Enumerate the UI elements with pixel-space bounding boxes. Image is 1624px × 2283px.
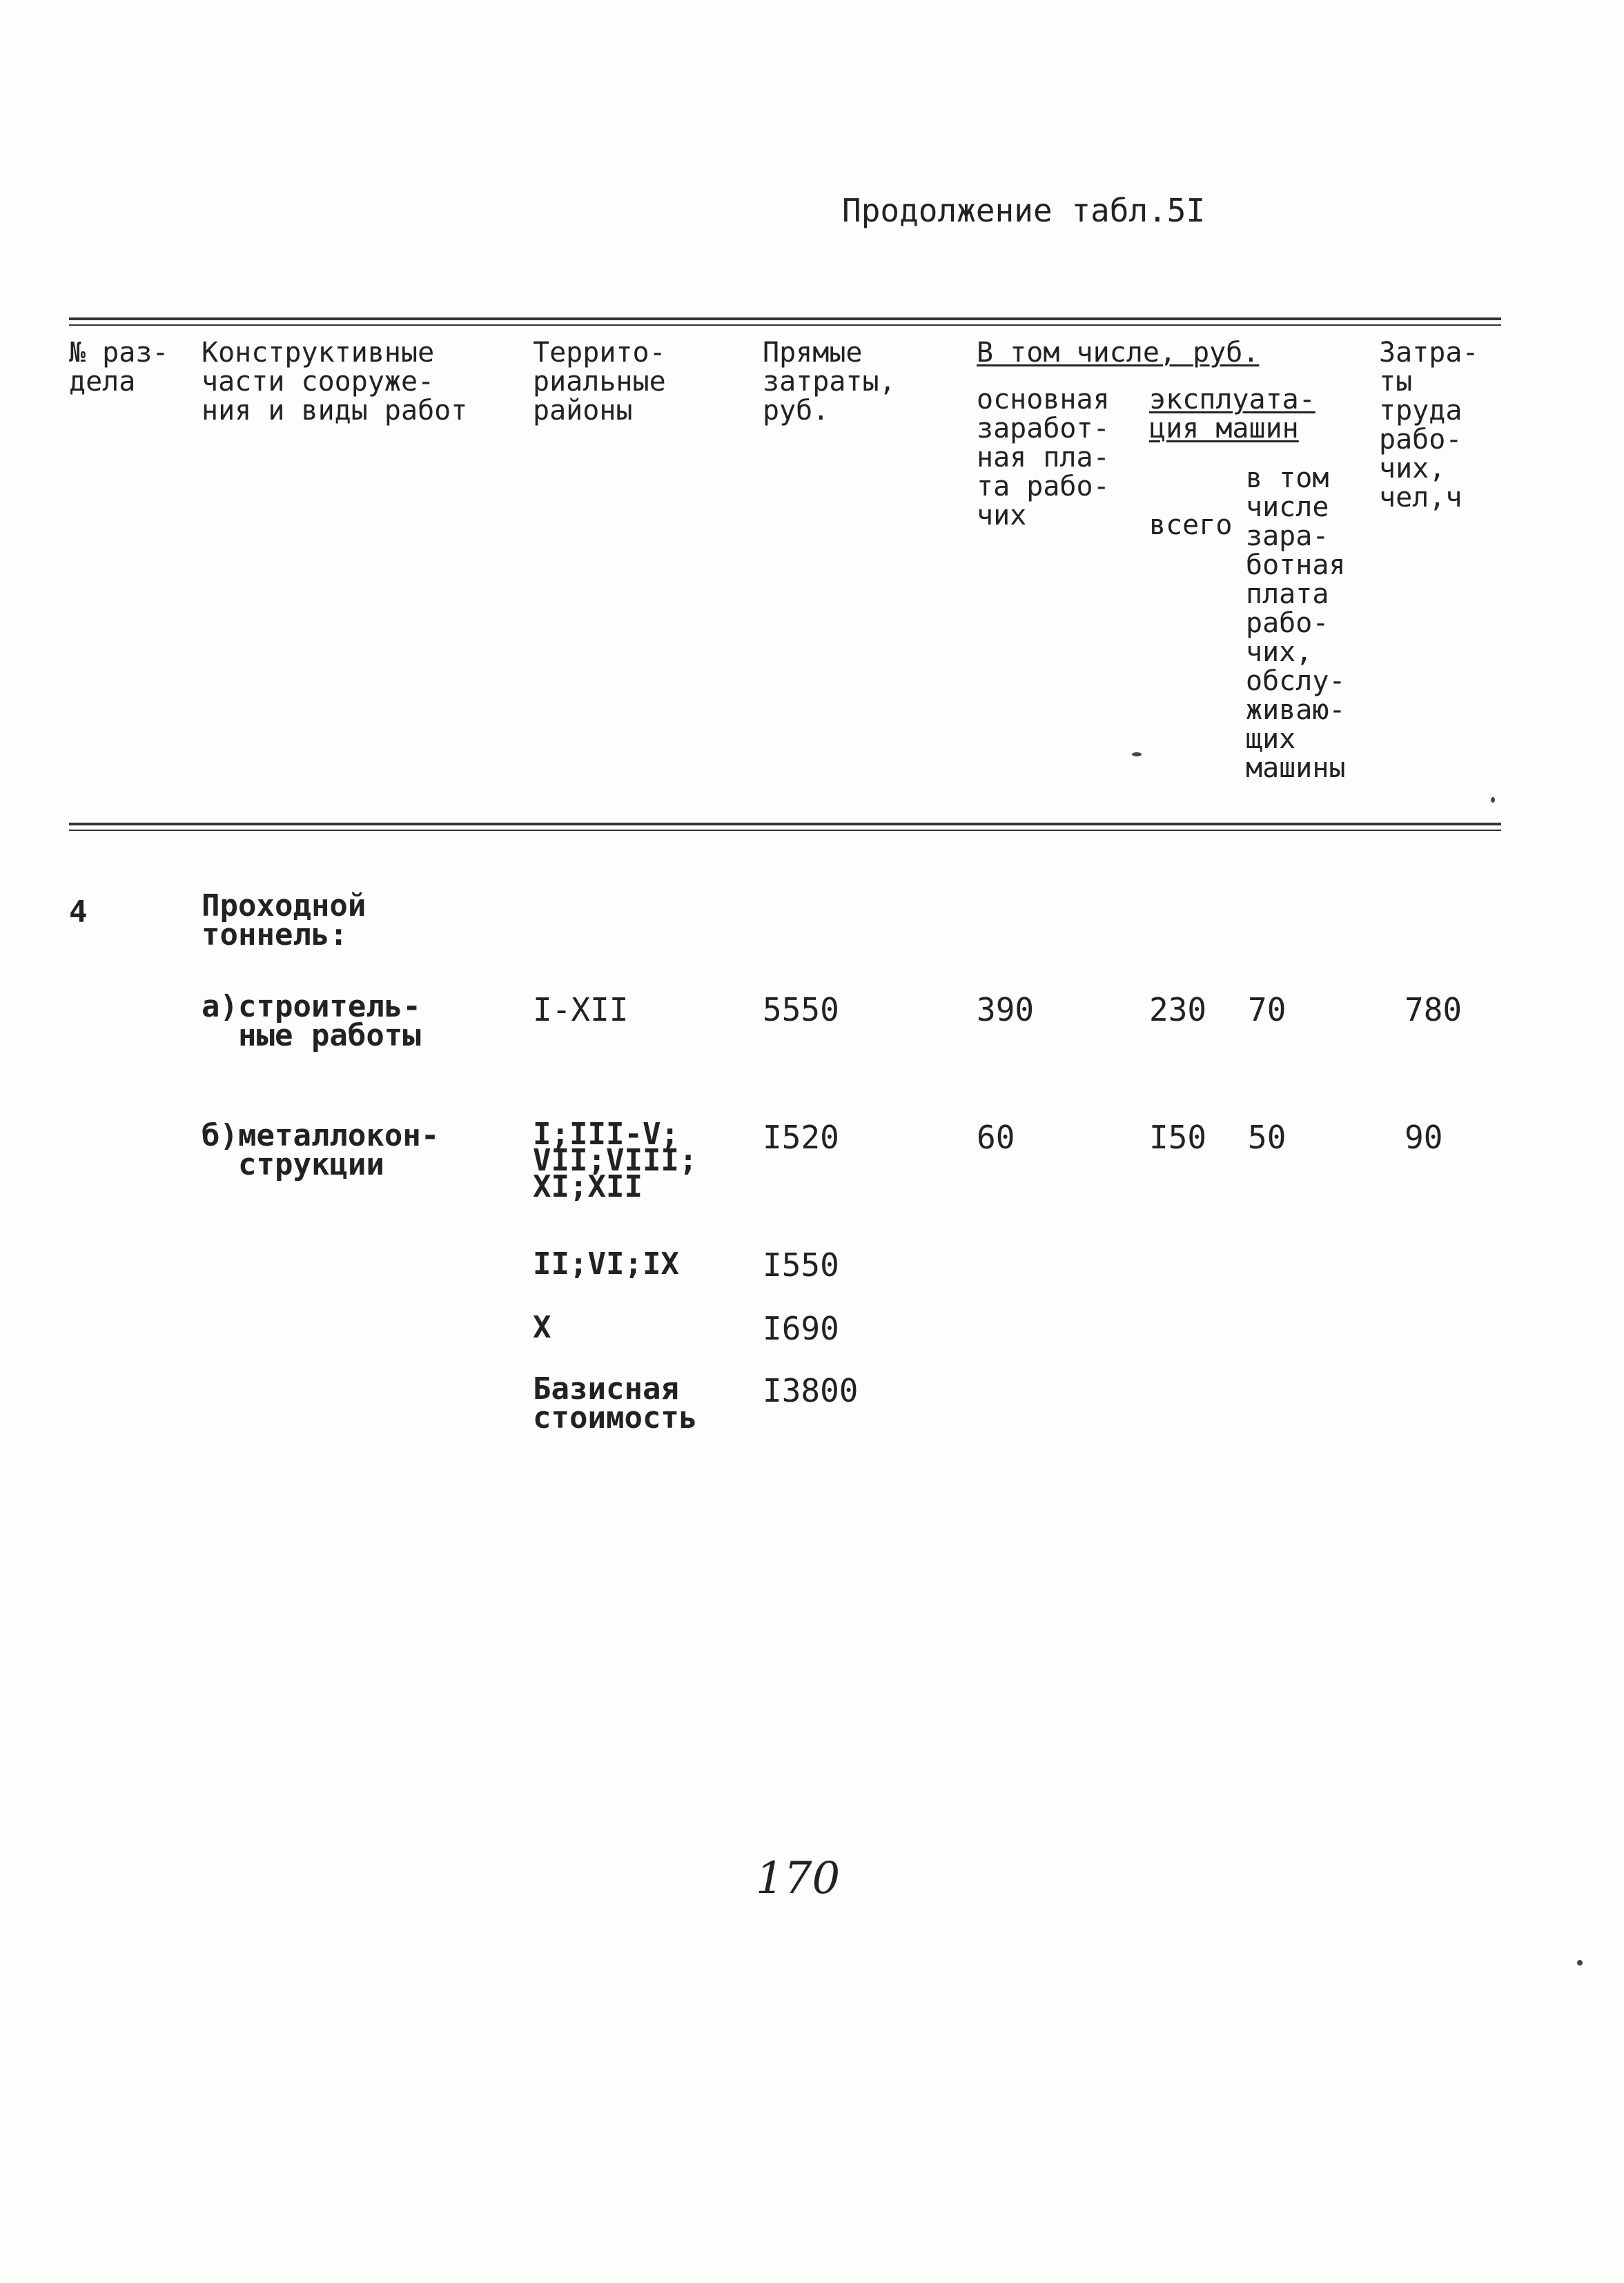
section-title: Проходной тоннель: (202, 888, 366, 952)
table-top-rule-2 (69, 324, 1501, 326)
row-region: Базисная стоимость (533, 1371, 698, 1436)
row-machines-wage: 70 (1248, 991, 1287, 1028)
scan-speck (1577, 1960, 1583, 1966)
row-direct-costs: I550 (763, 1246, 839, 1284)
row-direct-costs: I3800 (763, 1372, 859, 1409)
row-labor: 90 (1405, 1119, 1443, 1156)
header-bottom-rule (69, 823, 1501, 825)
header-bottom-rule-2 (69, 830, 1501, 831)
scan-speck (1132, 752, 1142, 756)
row-labor: 780 (1405, 991, 1462, 1028)
scan-speck (1491, 797, 1495, 803)
col-header-incl-group: В том числе, руб. (977, 337, 1260, 369)
row-region: I-XII (533, 991, 629, 1028)
table-top-rule (69, 317, 1501, 320)
row-direct-costs: 5550 (763, 991, 839, 1028)
row-region: II;VI;IX (533, 1246, 679, 1282)
row-part: б)металлокон- струкции (202, 1118, 440, 1182)
col-header-labor: Затра- ты труда рабо- чих, чел,ч (1379, 337, 1479, 513)
col-header-section-no: № раз- дела (69, 337, 169, 398)
row-direct-costs: I690 (763, 1310, 839, 1347)
page-number: 170 (756, 1853, 841, 1904)
section-number: 4 (69, 894, 88, 930)
page-title: Продолжение табл.5I (842, 192, 1206, 229)
row-machines-total: 230 (1149, 991, 1207, 1028)
col-header-base-wage: основная заработ- ная пла- та рабо- чих (977, 384, 1110, 531)
row-machines-wage: 50 (1248, 1119, 1287, 1156)
col-header-regions: Террито- риальные районы (533, 337, 666, 427)
row-direct-costs: I520 (763, 1119, 839, 1156)
col-header-direct-costs: Прямые затраты, руб. (763, 337, 896, 427)
col-header-machines-group: эксплуата- ция машин (1149, 384, 1315, 444)
row-base-wage: 60 (977, 1119, 1015, 1156)
row-machines-total: I50 (1149, 1119, 1207, 1156)
col-header-parts: Конструктивные части сооруже- ния и виды работ (202, 337, 468, 427)
col-header-incl-wage-machines: в том числе зара- ботная плата рабо- чих, обслу- живаю- щих машины (1246, 462, 1346, 784)
row-part: а)строитель- ные работы (202, 989, 421, 1053)
row-region: X (533, 1310, 551, 1345)
row-base-wage: 390 (977, 991, 1035, 1028)
row-region: I;III-V; VII;VIII; XI;XII (533, 1117, 698, 1204)
col-header-total: всего (1149, 509, 1233, 541)
